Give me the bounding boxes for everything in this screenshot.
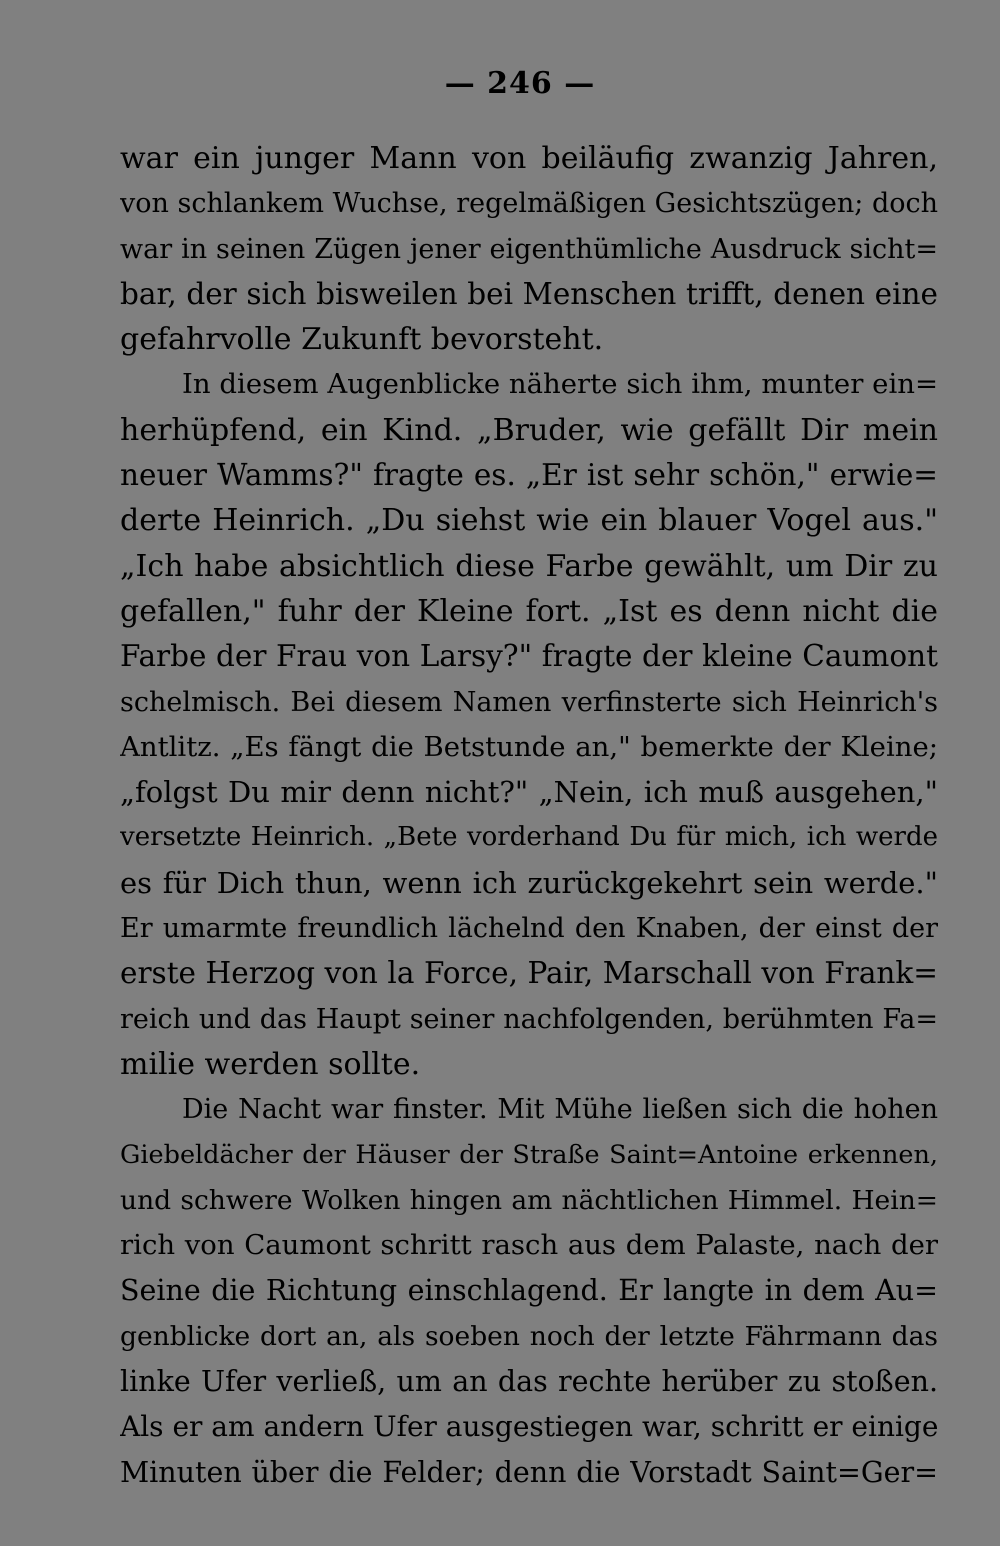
text-line: Minuten über die Felder; denn die Vorstadt Saint=Ger= xyxy=(120,1455,938,1489)
text-line: versetzte Heinrich. „Bete vorderhand Du für mich, ich werde xyxy=(120,822,938,853)
text-line: milie werden sollte. xyxy=(120,1046,421,1082)
text-line: war in seinen Zügen jener eigenthümliche Ausdruck sicht= xyxy=(120,233,938,265)
text-line: schelmisch. Bei diesem Namen verfinsterte sich Heinrich's xyxy=(120,686,938,718)
body-text xyxy=(120,136,938,1495)
text-line: Farbe der Frau von Larsy?" fragte der kleine Caumont xyxy=(120,639,938,674)
text-line: linke Ufer verließ, um an das rechte herüber zu stoßen. xyxy=(120,1365,938,1399)
text-line: gefahrvolle Zukunft bevorsteht. xyxy=(120,322,604,358)
text-line: derte Heinrich. „Du siehst wie ein blauer Vogel aus." xyxy=(120,503,938,539)
text-line: reich und das Haupt seiner nachfolgenden, berühmten Fa= xyxy=(120,1003,938,1035)
text-line: „Ich habe absichtlich diese Farbe gewählt, um Dir zu xyxy=(120,548,938,584)
text-line: genblicke dort an, als soeben noch der letzte Fährmann das xyxy=(120,1320,938,1352)
text-line: Giebeldächer der Häuser der Straße Saint=Antoine erkennen, xyxy=(120,1139,938,1170)
text-line: Er umarmte freundlich lächelnd den Knaben, der einst der xyxy=(120,913,938,945)
text-line: rich von Caumont schritt rasch aus dem Palaste, nach der xyxy=(120,1229,938,1262)
text-line: es für Dich thun, wenn ich zurückgekehrt sein werde." xyxy=(120,865,938,900)
text-line: „folgst Du mir denn nicht?" „Nein, ich muß ausgehen," xyxy=(120,775,938,810)
text-line: neuer Wamms?" fragte es. „Er ist sehr schön," erwie= xyxy=(120,458,938,493)
text-line: gefallen," fuhr der Kleine fort. „Ist es denn nicht die xyxy=(120,593,938,629)
text-line: Die Nacht war finster. Mit Mühe ließen sich die hohen xyxy=(182,1094,938,1126)
text-line: war ein junger Mann von beiläufig zwanzig Jahren, xyxy=(120,141,938,176)
text-line: Antlitz. „Es fängt die Betstunde an," bemerkte der Kleine; xyxy=(120,730,938,763)
text-line: von schlankem Wuchse, regelmäßigen Gesichtszügen; doch xyxy=(120,188,938,220)
text-line: und schwere Wolken hingen am nächtlichen Himmel. Hein= xyxy=(120,1184,938,1216)
page-number: — 246 — xyxy=(444,66,596,101)
text-line: Seine die Richtung einschlagend. Er langte in dem Au= xyxy=(120,1274,938,1308)
text-line: erste Herzog von la Force, Pair, Marschall von Frank= xyxy=(120,956,938,991)
text-line: Als er am andern Ufer ausgestiegen war, schritt er einige xyxy=(120,1410,938,1444)
text-line: In diesem Augenblicke näherte sich ihm, munter ein= xyxy=(182,368,938,401)
text-line: herhüpfend, ein Kind. „Bruder, wie gefällt Dir mein xyxy=(120,412,938,448)
text-line: bar, der sich bisweilen bei Menschen trifft, denen eine xyxy=(120,276,938,311)
